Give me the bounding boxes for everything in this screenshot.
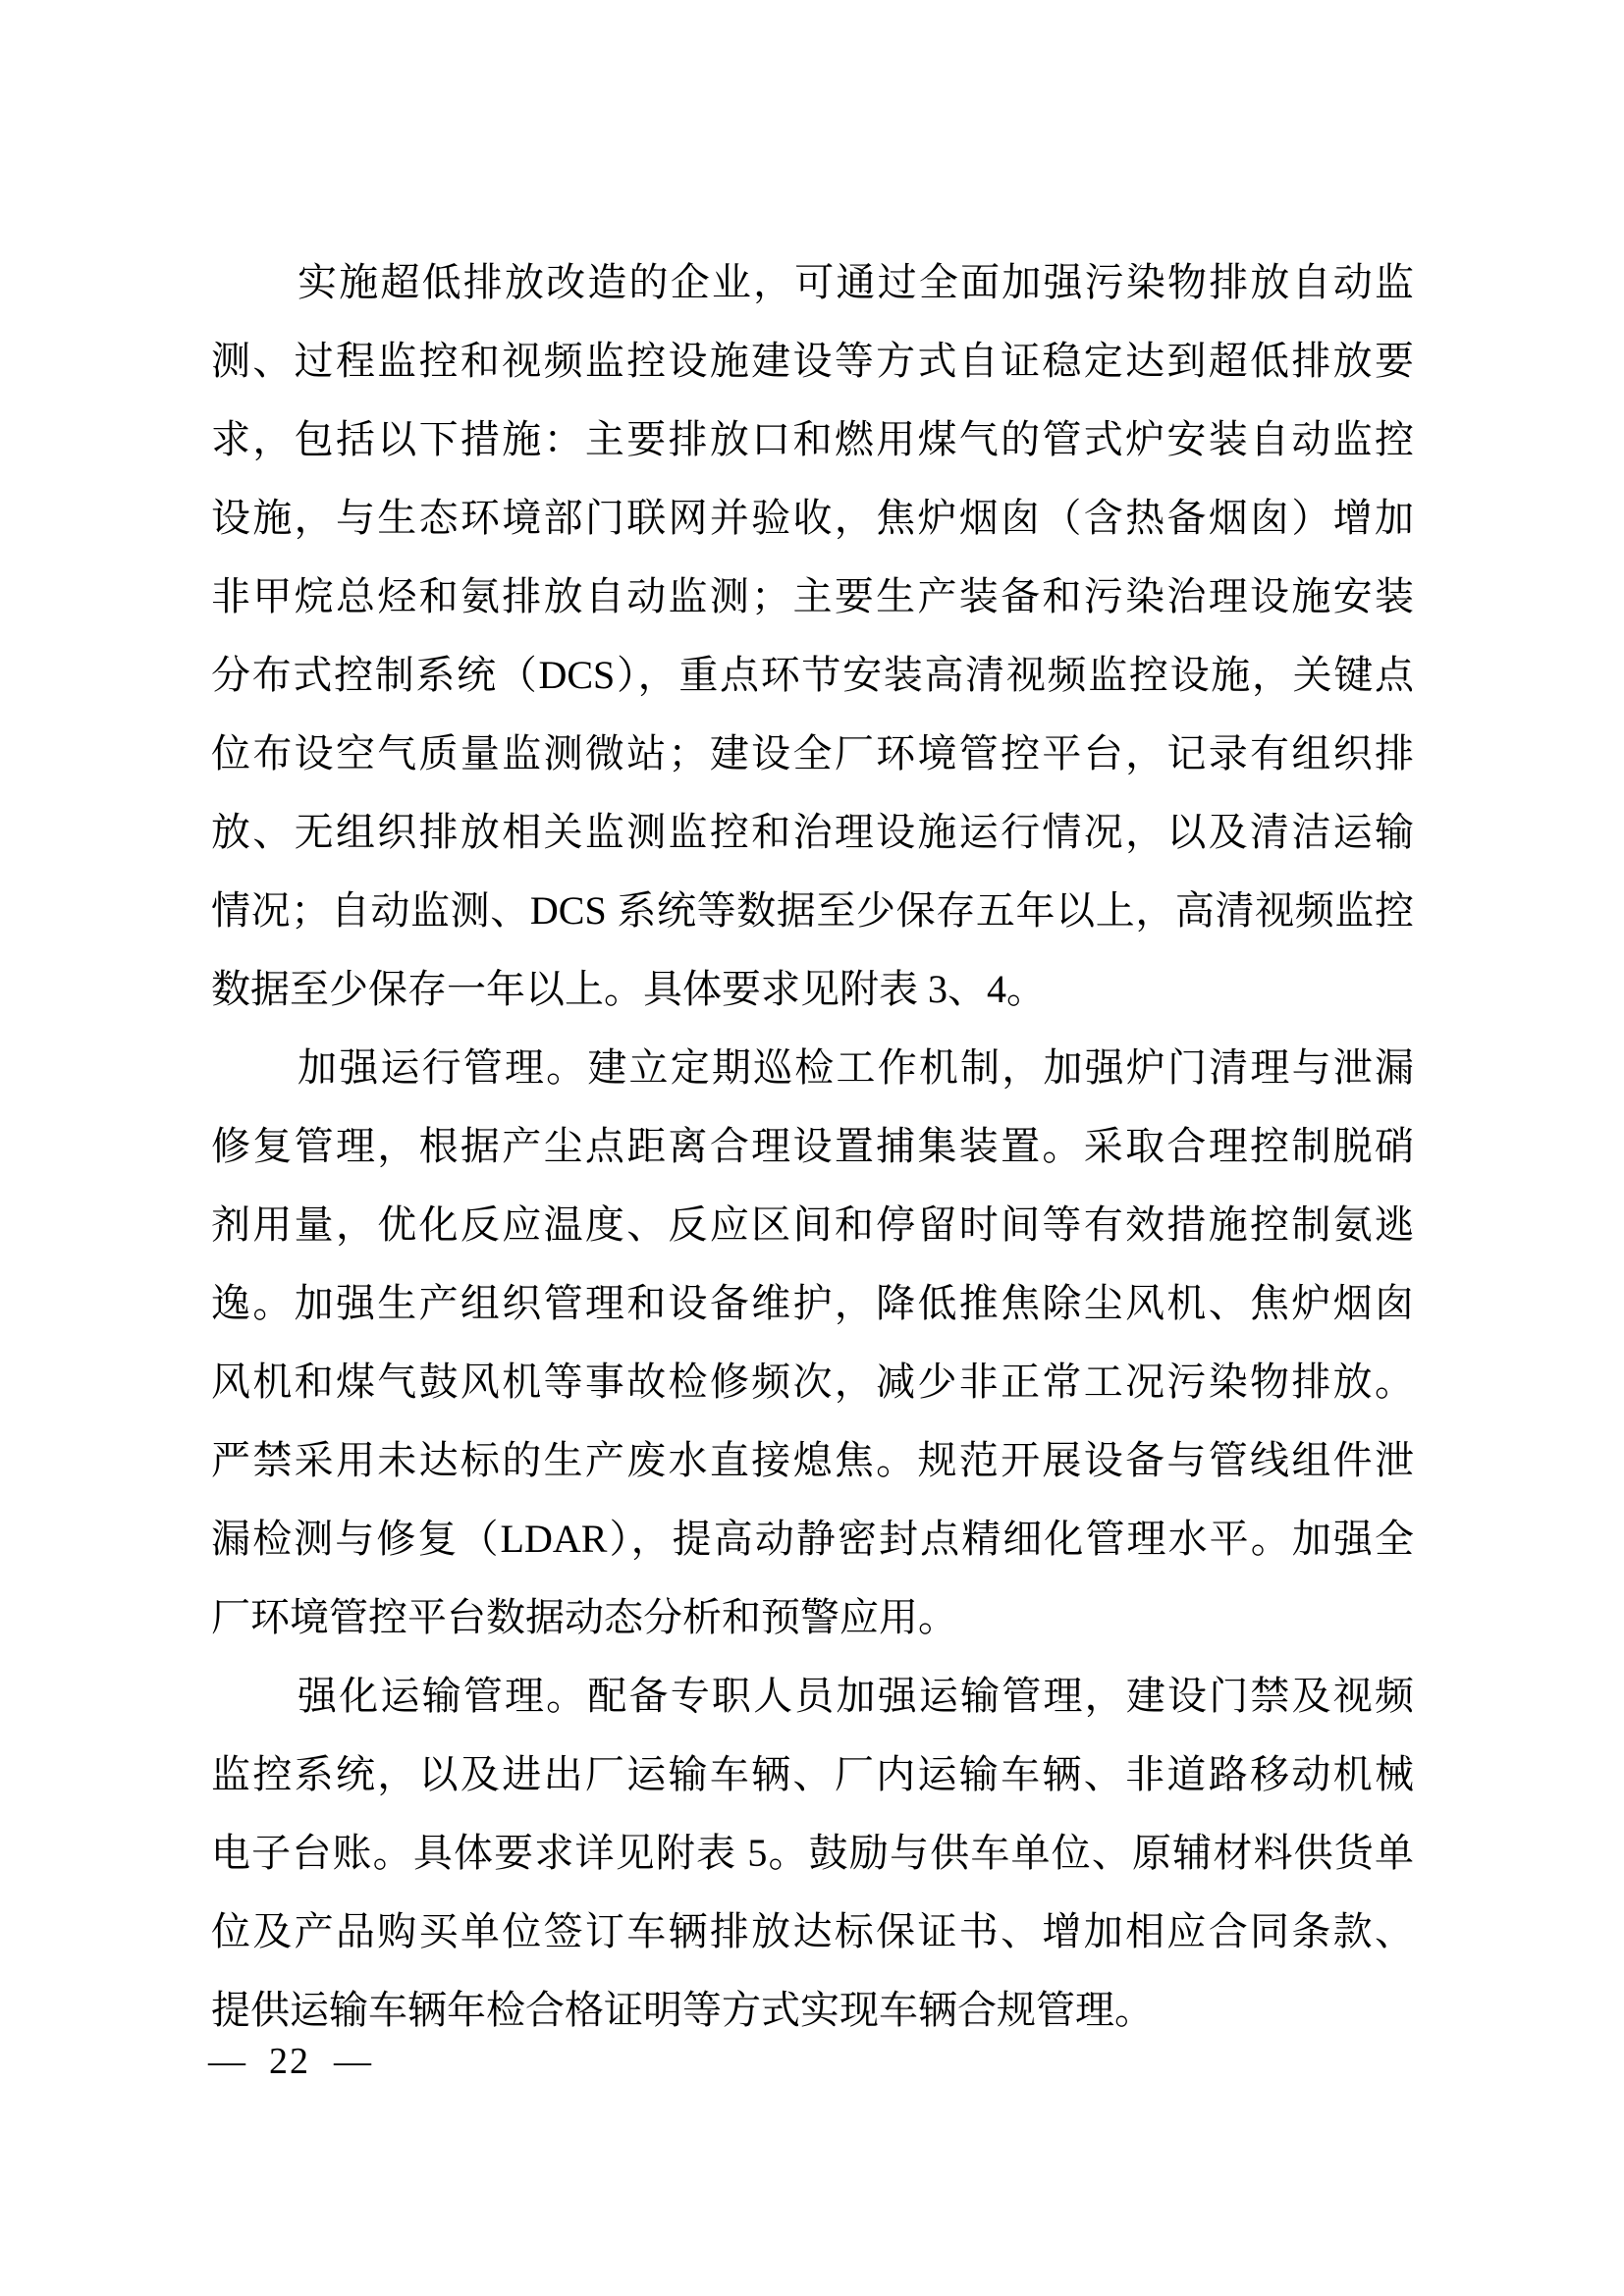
text-line: 非甲烷总烃和氨排放自动监测；主要生产装备和污染治理设施安装	[211, 574, 1414, 618]
text-line: 实施超低排放改造的企业，可通过全面加强污染物排放自动监	[298, 260, 1414, 304]
text-line: 测、过程监控和视频监控设施建设等方式自证稳定达到超低排放要	[211, 339, 1414, 383]
text-line: 加强运行管理。建立定期巡检工作机制，加强炉门清理与泄漏	[298, 1045, 1414, 1090]
text-line: 厂环境管控平台数据动态分析和预警应用。	[211, 1595, 957, 1639]
paragraph-1	[211, 243, 1414, 1029]
paragraph-3	[211, 1657, 1414, 2050]
footer-dash-left: —	[208, 2041, 245, 2082]
body-text	[211, 243, 1414, 2050]
text-line: 剂用量，优化反应温度、反应区间和停留时间等有效措施控制氨逃	[211, 1202, 1414, 1247]
text-line: 设施，与生态环境部门联网并验收，焦炉烟囱（含热备烟囱）增加	[211, 496, 1414, 540]
page-footer	[208, 2034, 371, 2089]
text-line: 求，包括以下措施：主要排放口和燃用煤气的管式炉安装自动监控	[211, 417, 1414, 461]
text-line: 监控系统，以及进出厂运输车辆、厂内运输车辆、非道路移动机械	[211, 1752, 1414, 1796]
page-number: 22	[269, 2041, 310, 2082]
paragraph-2	[211, 1029, 1414, 1657]
text-line: 逸。加强生产组织管理和设备维护，降低推焦除尘风机、焦炉烟囱	[211, 1281, 1414, 1325]
text-line: 提供运输车辆年检合格证明等方式实现车辆合规管理。	[211, 1988, 1154, 2032]
text-line: 情况；自动监测、DCS 系统等数据至少保存五年以上，高清视频监控	[211, 888, 1414, 933]
text-line: 位布设空气质量监测微站；建设全厂环境管控平台，记录有组织排	[211, 731, 1414, 775]
text-line: 分布式控制系统（DCS），重点环节安装高清视频监控设施，关键点	[211, 653, 1414, 697]
text-line: 漏检测与修复（LDAR），提高动静密封点精细化管理水平。加强全	[211, 1517, 1414, 1561]
footer-dash-right: —	[334, 2041, 371, 2082]
text-line: 放、无组织排放相关监测监控和治理设施运行情况，以及清洁运输	[211, 810, 1414, 854]
text-line: 强化运输管理。配备专职人员加强运输管理，建设门禁及视频	[298, 1674, 1414, 1718]
text-line: 修复管理，根据产尘点距离合理设置捕集装置。采取合理控制脱硝	[211, 1124, 1414, 1168]
text-line: 数据至少保存一年以上。具体要求见附表 3、4。	[211, 967, 1046, 1011]
text-line: 风机和煤气鼓风机等事故检修频次，减少非正常工况污染物排放。	[211, 1360, 1414, 1404]
text-line: 电子台账。具体要求详见附表 5。鼓励与供车单位、原辅材料供货单	[211, 1831, 1414, 1875]
text-line: 位及产品购买单位签订车辆排放达标保证书、增加相应合同条款、	[211, 1909, 1414, 1953]
text-line: 严禁采用未达标的生产废水直接熄焦。规范开展设备与管线组件泄	[211, 1438, 1414, 1482]
